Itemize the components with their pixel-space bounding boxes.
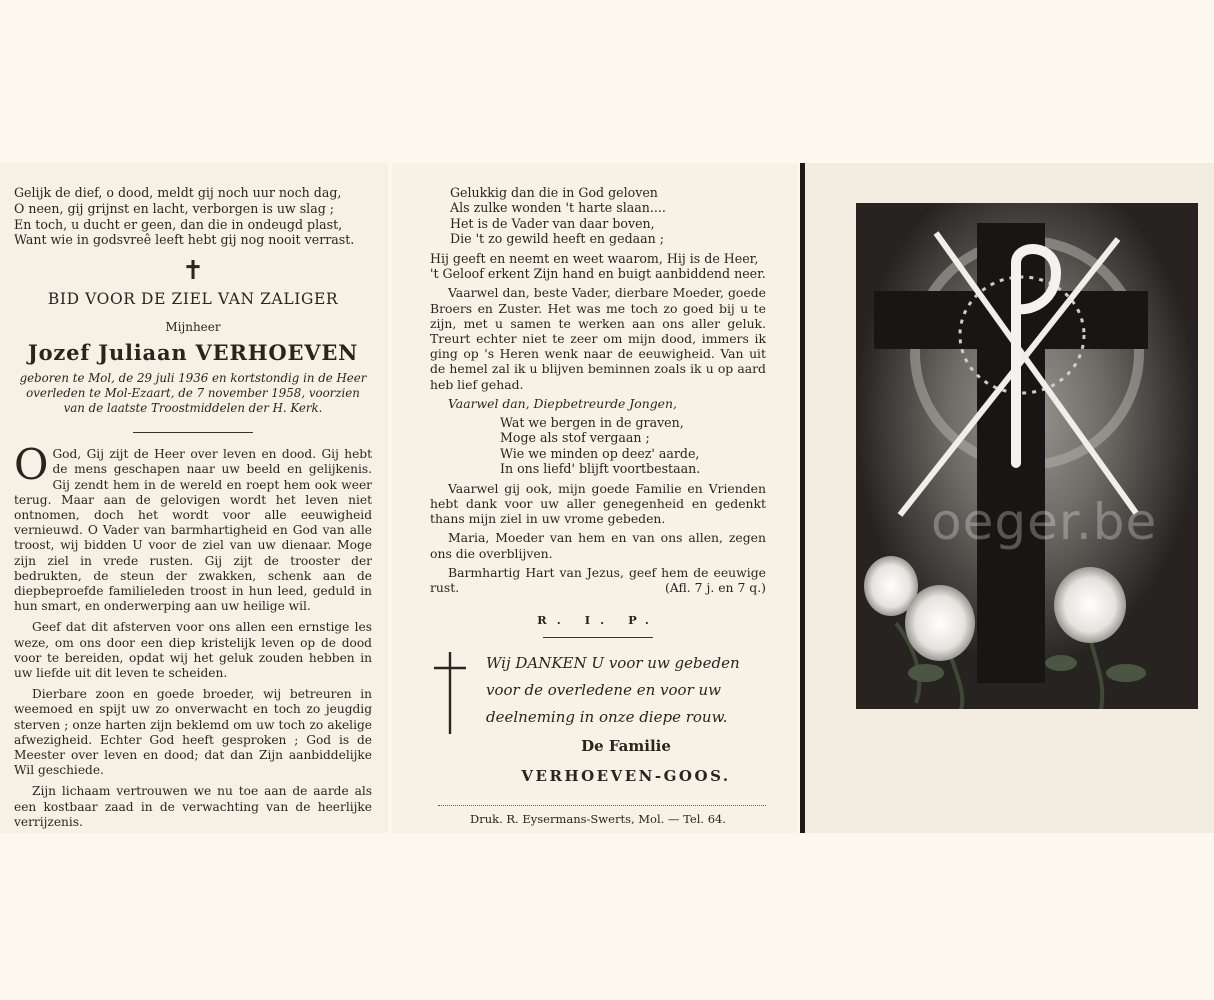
prayer-paragraph-1 <box>14 440 372 614</box>
farewell-family: Vaarwel gij ook, mijn goede Familie en Vrienden hebt dank voor uw aller genegenheid en gedenkt thans mijn ziel in uw vrome gebeden. <box>430 480 766 527</box>
middle-poem: Gelukkig dan die in God geloven Als zulke wonden 't harte slaan.... Het is de Vader van daar boven, Die 't zo gewild heeft en gedaan ; <box>450 185 666 247</box>
farewell-verse: Wat we bergen in de graven, Moge als stof vergaan ; Wie we minden op deez' aarde, In ons liefd' blijft voortbestaan. <box>500 415 701 477</box>
honorific: Mijnheer <box>165 320 221 335</box>
thanks-block <box>430 650 766 731</box>
sacred-heart-text: Barmhartig Hart van Jezus, geef hem de eeuwige rust. <box>430 564 766 595</box>
prayer-paragraph-4: Zijn lichaam vertrouwen we nu toe aan de aarde als een kostbaar zaad in de verwachting van de heerlijke verrijzenis. <box>14 784 372 829</box>
middle-poem-end: Hij geeft en neemt en weet waarom, Hij is de Heer, 't Geloof erkent Zijn hand en buigt aanbiddend neer. <box>430 250 766 282</box>
prayer-paragraph-3: Dierbare zoon en goede broeder, wij betreuren in weemoed en spijt uw zo onverwacht en toch zo jeugdig sterven ; onze harten zijn beklemd om uw toch zo akelige afwezigheid. Echter God heeft gesproken ; God is de Meester over leven en dood; dat dan Zijn aanbiddelijke Wil geschiede. <box>14 687 372 778</box>
opening-poem: Gelijk de dief, o dood, meldt gij noch uur noch dag, O neen, gij grijnst en lacht, verborgen is uw slag ; En toch, u ducht er geen, dan die in ondeugd plast, Want wie in godsvreê leeft hebt gij nog nooit verrast. <box>14 185 355 248</box>
prayer-heading: BID VOOR DE ZIEL VAN ZALIGER <box>47 290 339 309</box>
divider <box>133 432 253 433</box>
right-panel <box>800 163 1214 833</box>
birth-death-details: geboren te Mol, de 29 juli 1936 en kortstondig in de Heer overleden te Mol-Ezaart, de 7 november 1958, voorzien van de laatste Troostmiddelen der H. Kerk. <box>19 371 367 416</box>
farewell-parents: Vaarwel dan, beste Vader, dierbare Moeder, goede Broers en Zuster. Het was me toch zo goed bij u te zijn, met u samen te werken aan ons aller geluk. Treurt echter niet te zeer om mijn dood, immers ik ging op 's Heren wenk naar de eeuwigheid. Van uit de hemel zal ik u blijven beminnen zoals ik u op aard heb lief gehad. <box>430 285 766 392</box>
rip-text: R. I. P. <box>537 613 659 628</box>
cross-illustration <box>856 203 1198 709</box>
watermark-text: oeger.be <box>931 493 1158 551</box>
drop-cap: O <box>14 440 49 490</box>
dotted-divider <box>438 805 766 806</box>
family-label: De Familie <box>581 737 671 756</box>
family-name: VERHOEVEN-GOOS. <box>521 767 731 786</box>
prayer-paragraph-1-text: God, Gij zijt de Heer over leven en dood. Gij hebt de mens geschapen naar uw beeld en gelijkenis. Gij zendt hem in de wereld en roept hem ook weer terug. Maar aan de gelovigen wordt het leven niet ontnomen, doch het wordt voor alle eeuwigheid vernieuwd. O Vader van barmhartigheid en God van alle troost, wij bidden U voor de ziel van uw dienaar. Moge zijn ziel in vrede rusten. Gij zijt de trooster der bedrukten, de steun der zwakken, schenk aan de diepbeproefde familieleden troost in hun leed, geduld in hun smart, en onderwerping aan uw heilige wil. <box>14 447 372 614</box>
prayer-paragraph-2: Geef dat dit afsterven voor ons allen een ernstige les weze, om ons door een diep kristelijk leven op de dood voor te bereiden, opdat wij het geluk zouden hebben in uw liefde uit dit leven te scheiden. <box>14 620 372 681</box>
cross-icon: ✝ <box>182 256 204 287</box>
divider <box>543 637 653 638</box>
sacred-heart-prayer <box>430 565 766 595</box>
maria-prayer: Maria, Moeder van hem en van ons allen, zegen ons die overblijven. <box>430 530 766 561</box>
left-panel <box>0 163 388 833</box>
middle-panel <box>392 163 798 833</box>
large-cross-icon <box>432 652 468 734</box>
thanks-text: Wij DANKEN U voor uw gebeden voor de overledene en voor uw deelneming in onze diepe rouw. <box>486 654 740 727</box>
cross-and-flowers-image <box>856 203 1198 709</box>
farewell-son: Vaarwel dan, Diepbetreurde Jongen, <box>448 395 677 411</box>
deceased-name: Jozef Juliaan VERHOEVEN <box>27 340 359 366</box>
printer-credit: Druk. R. Eysermans-Swerts, Mol. — Tel. 64. <box>470 812 726 827</box>
indulgence-note: (Afl. 7 j. en 7 q.) <box>664 579 766 595</box>
